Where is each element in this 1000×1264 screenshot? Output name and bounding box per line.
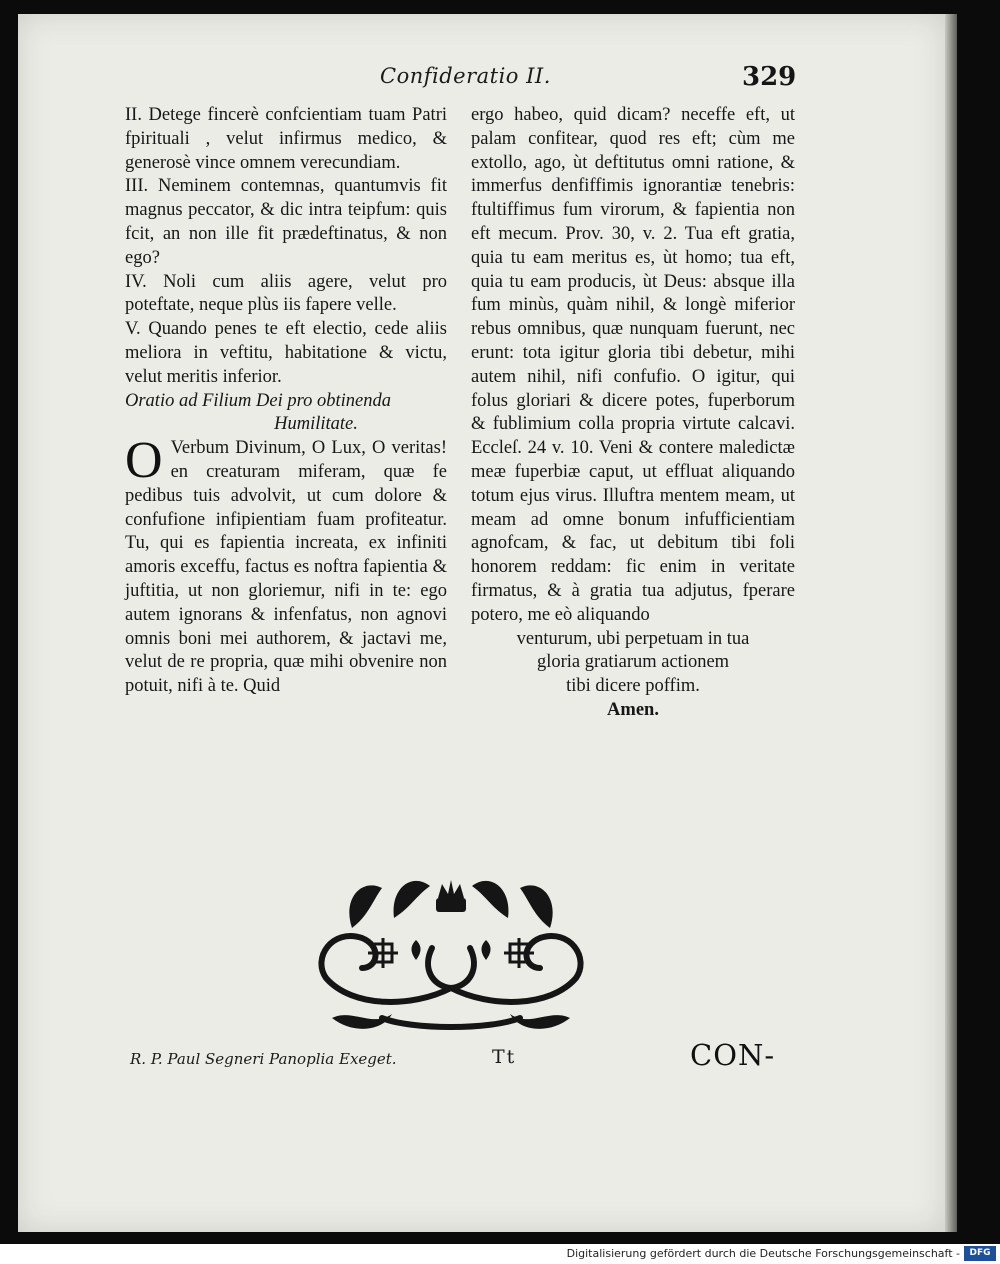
drop-cap: O (125, 432, 163, 490)
right-column (471, 104, 795, 723)
closing-lines (471, 628, 795, 699)
signature-mark: Tt (492, 1046, 517, 1068)
prayer-heading-line2: Humilitate. (274, 414, 358, 435)
paragraph-ii: II. Detege fincerè confcientiam tuam Patri fpirituali , velut infirmus medico, & generosè vince omnem verecundiam. (125, 105, 447, 173)
dfg-logo-icon[interactable]: DFG (964, 1246, 996, 1261)
prayer-text: Verbum Divinum, O Lux, O veritas! en creaturam miferam, quæ fe pedibus tuis advolvit, ut cum dolore & confufione infipientiam fuam profiteatur. Tu, qui es fapientia increata, ex infiniti amoris exceffu, factus es noftra fapientia & juftitia, ut non gloriemur, nifi in te: ego autem ignorans & infenfatus, non agnovi omnis boni mei authorem, & jactavi me, velut de re propria, quæ mihi obvenire non potuit, nifi à te. Quid (125, 438, 447, 697)
prayer-paragraph (125, 432, 447, 699)
paragraph-iii: III. Neminem contemnas, quantumvis fit magnus peccator, & dic intra teipfum: quis fcit, an non ille fit prædeftinatus, & non ego? (125, 176, 447, 268)
page-footer (0, 1038, 1000, 1098)
left-column (125, 104, 447, 699)
floral-vignette-icon (312, 868, 590, 1038)
closing-line-2: gloria gratiarum actionem (536, 652, 730, 673)
closing-line-3: tibi dicere poffim. (566, 676, 700, 697)
digitization-credit-bar (0, 1244, 1000, 1264)
page-header (0, 64, 1000, 104)
signature-line: R. P. Paul Segneri Panoplia Exeget. (130, 1050, 397, 1068)
running-head: Confideratio II. (380, 64, 551, 88)
page-number: 329 (742, 62, 797, 92)
closing-line-1: venturum, ubi perpetuam in tua (516, 628, 750, 649)
paragraph-iv: IV. Noli cum aliis agere, velut pro poteftate, neque plùs iis fapere velle. (125, 271, 447, 316)
catchword: CON- (690, 1038, 776, 1072)
digitization-credit: Digitalisierung gefördert durch die Deutsche Forschungsgemeinschaft - (566, 1247, 960, 1260)
prayer-heading-line1: Oratio ad Filium Dei pro obtinenda (125, 390, 392, 411)
prayer-heading (125, 390, 447, 438)
paragraph-v: V. Quando penes te eft electio, cede aliis meliora in veftitu, habitatione & victu, velut meritis inferior. (125, 319, 447, 387)
amen: Amen. (607, 699, 659, 720)
right-column-text: ergo habeo, quid dicam? neceffe eft, ut palam confitear, quod res eft; cùm me extollo, ago, ùt deftitutus omni ratione, & immerfus denfiffimis ignorantiæ tenebris: ftultiffimus fum virorum, & fapientia non eft mecum. Prov. 30, v. 2. Tua eft gratia, quia tu eam meritus es, ùt homo; tua eft, quia tu eam producis, ùt Deus: absque illa fum minùs, quàm nihil, & longè miferior rebus omnibus, quæ nunquam fuerunt, nec erunt: tota igitur gloria tibi debetur, mihi autem nihil, nifi confufio. O igitur, qui folus gloriari & dicere potes, fuperborum & fublimium colla propria virtute calcavi. Eccleſ. 24 v. 10. Veni & contere maledictæ meæ fuperbiæ caput, ut effluat aliquando totum ejus virus. Illuftra mentem meam, ut meam ad omne bonum infufficientiam agnofcam, & fac, ut debitum tibi foli honorem reddam: fic enim in veritate firmatus, & à gratia tua adjutus, fperare potero, me eò aliquando (471, 105, 795, 625)
